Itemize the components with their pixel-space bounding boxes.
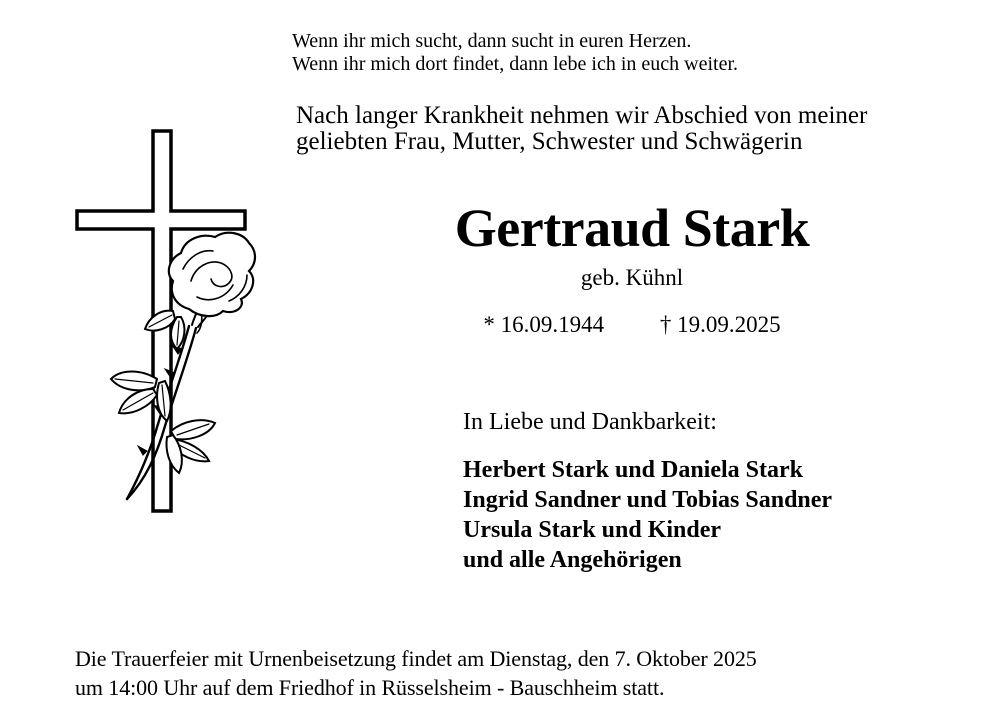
birth-date: * 16.09.1944	[483, 312, 605, 337]
life-dates	[292, 312, 972, 338]
rose-icon	[111, 233, 255, 499]
intro-text	[296, 103, 867, 155]
intro-line-1: Nach langer Krankheit nehmen wir Abschied von meiner	[296, 102, 868, 129]
intro-line-2: geliebten Frau, Mutter, Schwester und Schwägerin	[296, 128, 803, 155]
cross-with-rose-graphic	[69, 121, 259, 521]
service-line-2: um 14:00 Uhr auf dem Friedhof in Rüsselsheim - Bauschheim statt.	[75, 675, 665, 700]
epitaph-line-1: Wenn ihr mich sucht, dann sucht in euren Herzen.	[292, 30, 692, 52]
mourners-list	[463, 455, 832, 575]
service-info	[75, 644, 757, 702]
mourner-line-1: Herbert Stark und Daniela Stark	[463, 457, 804, 483]
death-date: † 19.09.2025	[659, 312, 781, 337]
deceased-block	[292, 200, 972, 338]
epitaph-verse	[292, 30, 738, 76]
farewell-heading: In Liebe und Dankbarkeit:	[463, 409, 717, 435]
mourner-line-4: und alle Angehörigen	[463, 547, 682, 573]
epitaph-line-2: Wenn ihr mich dort findet, dann lebe ich in euch weiter.	[292, 53, 739, 75]
maiden-name: geb. Kühnl	[580, 265, 684, 290]
mourner-line-2: Ingrid Sandner und Tobias Sandner	[463, 487, 833, 513]
deceased-name: Gertraud Stark	[454, 198, 810, 258]
mourner-line-3: Ursula Stark und Kinder	[463, 517, 722, 543]
service-line-1: Die Trauerfeier mit Urnenbeisetzung findet am Dienstag, den 7. Oktober 2025	[75, 646, 757, 671]
